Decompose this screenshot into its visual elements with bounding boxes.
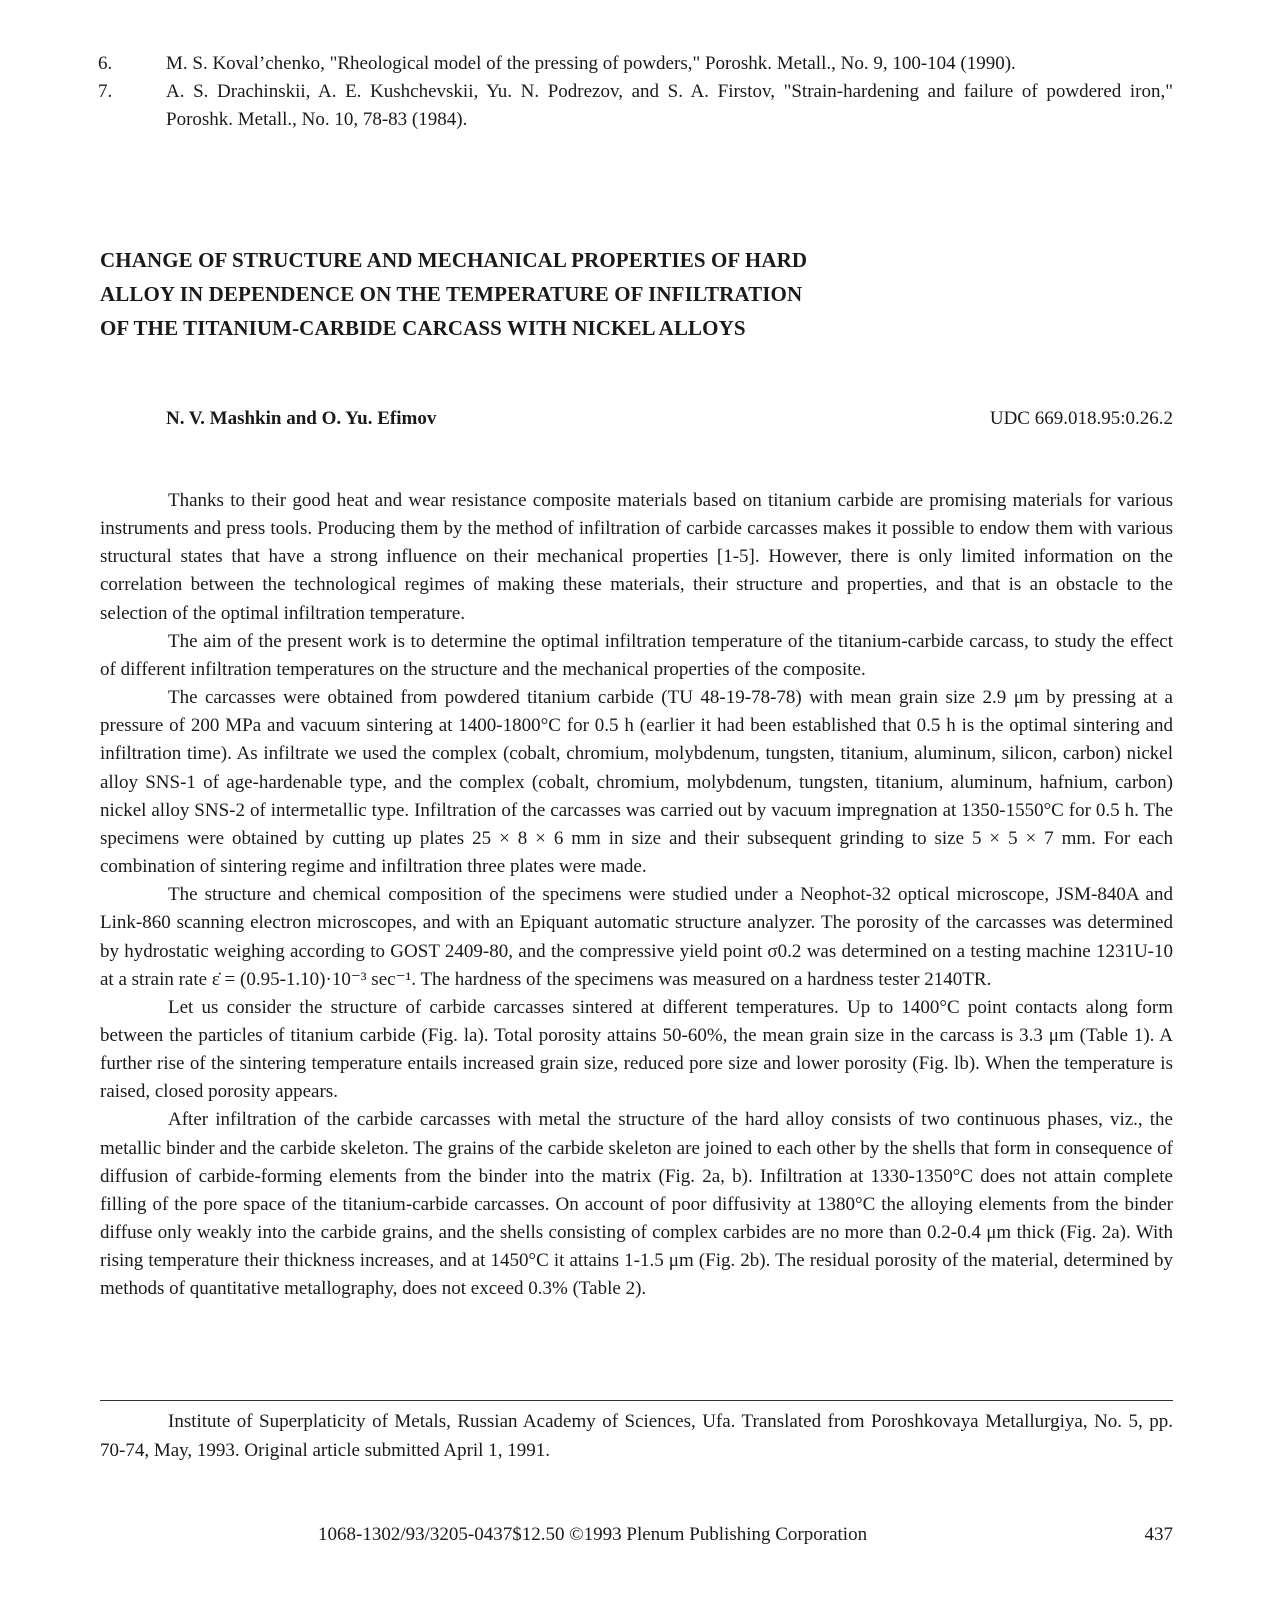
reference-text: M. S. Koval’chenko, "Rheological model of the pressing of powders," Poroshk. Metall., No. 9, 100-104 (1990). <box>166 53 1016 74</box>
footnote-divider <box>100 1400 1173 1401</box>
footnote: Institute of Superplaticity of Metals, Russian Academy of Sciences, Ufa. Translated from Poroshkovaya Metallurgiya, No. 5, pp. 70-74, May, 1993. Original article submitted April 1, 1991. <box>100 1411 1173 1461</box>
paragraph: The carcasses were obtained from powdered titanium carbide (TU 48-19-78-78) with mean grain size 2.9 μm by pressing at a pressure of 200 MPa and vacuum sintering at 1400-1800°C for 0.5 h (earlier it had been established that 0.5 h is the optimal sintering and infiltration time). As infiltrate we used the complex (cobalt, chromium, molybdenum, tungsten, titanium, aluminum, silicon, carbon) nickel alloy SNS-1 of age-hardenable type, and the complex (cobalt, chromium, molybdenum, tungsten, titanium, aluminum, hafnium, carbon) nickel alloy SNS-2 of intermetallic type. Infiltration of the carcasses was carried out by vacuum impregnation at 1350-1550°C for 0.5 h. The specimens were obtained by cutting up plates 25 × 8 × 6 mm in size and their subsequent grinding to size 5 × 5 × 7 mm. For each combination of sintering regime and infiltration three plates were made. <box>100 687 1173 878</box>
article-body <box>100 487 1173 1304</box>
title-line: OF THE TITANIUM-CARBIDE CARCASS WITH NICKEL ALLOYS <box>100 316 746 340</box>
paragraph: The structure and chemical composition of the specimens were studied under a Neophot-32 optical microscope, JSM-840A and Link-860 scanning electron microscopes, and with an Epiquant automatic structure analyzer. The porosity of the carcasses was determined by hydrostatic weighing according to GOST 2409-80, and the compressive yield point σ0.2 was determined on a testing machine 1231U-10 at a strain rate ε̇ = (0.95-1.10)·10⁻³ sec⁻¹. The hardness of the specimens was measured on a hardness tester 2140TR. <box>100 884 1173 990</box>
paragraph: Let us consider the structure of carbide carcasses sintered at different temperatures. Up to 1400°C point contacts along form between the particles of titanium carbide (Fig. la). Total porosity attains 50-60%, the mean grain size in the carcass is 3.3 μm (Table 1). A further rise of the sintering temperature entails increased grain size, reduced pore size and lower porosity (Fig. lb). When the temperature is raised, closed porosity appears. <box>100 996 1173 1103</box>
authors: N. V. Mashkin and O. Yu. Efimov <box>166 408 437 429</box>
reference-text: A. S. Drachinskii, A. E. Kushchevskii, Yu. N. Podrezov, and S. A. Firstov, "Strain-hardening and failure of powdered iron," Poroshk. Metall., No. 10, 78-83 (1984). <box>166 81 1173 130</box>
reference-list <box>98 50 1173 134</box>
title-line: CHANGE OF STRUCTURE AND MECHANICAL PROPERTIES OF HARD <box>100 248 808 272</box>
paragraph: After infiltration of the carbide carcasses with metal the structure of the hard alloy consists of two continuous phases, viz., the metallic binder and the carbide skeleton. The grains of the carbide skeleton are joined to each other by the shells that form in consequence of diffusion of carbide-forming elements from the binder into the matrix (Fig. 2a, b). Infiltration at 1330-1350°C does not attain complete filling of the pore space of the titanium-carbide carcasses. On account of poor diffusivity at 1380°C the alloying elements from the binder diffuse only weakly into the carbide grains, and the shells consisting of complex carbides are no more than 0.2-0.4 μm thick (Fig. 2a). With rising temperature their thickness increases, and at 1450°C it attains 1-1.5 μm (Fig. 2b). The residual porosity of the material, determined by methods of quantitative metallography, does not exceed 0.3% (Table 2). <box>100 1109 1173 1300</box>
reference-item <box>98 78 1173 134</box>
publication-info: 1068-1302/93/3205-0437$12.50 ©1993 Plenum Publishing Corporation <box>318 1524 868 1545</box>
paragraph: Thanks to their good heat and wear resistance composite materials based on titanium carbide are promising materials for various instruments and press tools. Producing them by the method of infiltration of carbide carcasses makes it possible to endow them with various structural states that have a strong influence on their mechanical properties [1-5]. However, there is only limited information on the correlation between the technological regimes of making these materials, their structure and properties, and that is an obstacle to the selection of the optimal infiltration temperature. <box>100 490 1173 624</box>
page-number: 437 <box>1144 1524 1173 1545</box>
title-line: ALLOY IN DEPENDENCE ON THE TEMPERATURE OF INFILTRATION <box>100 282 803 306</box>
udc-code: UDC 669.018.95:0.26.2 <box>989 408 1173 429</box>
reference-number: 6. <box>98 53 113 74</box>
article-title <box>100 243 1000 345</box>
reference-item <box>98 50 1173 78</box>
reference-number: 7. <box>98 81 113 102</box>
paragraph: The aim of the present work is to determine the optimal infiltration temperature of the titanium-carbide carcass, to study the effect of different infiltration temperatures on the structure and the mechanical properties of the composite. <box>100 630 1173 680</box>
